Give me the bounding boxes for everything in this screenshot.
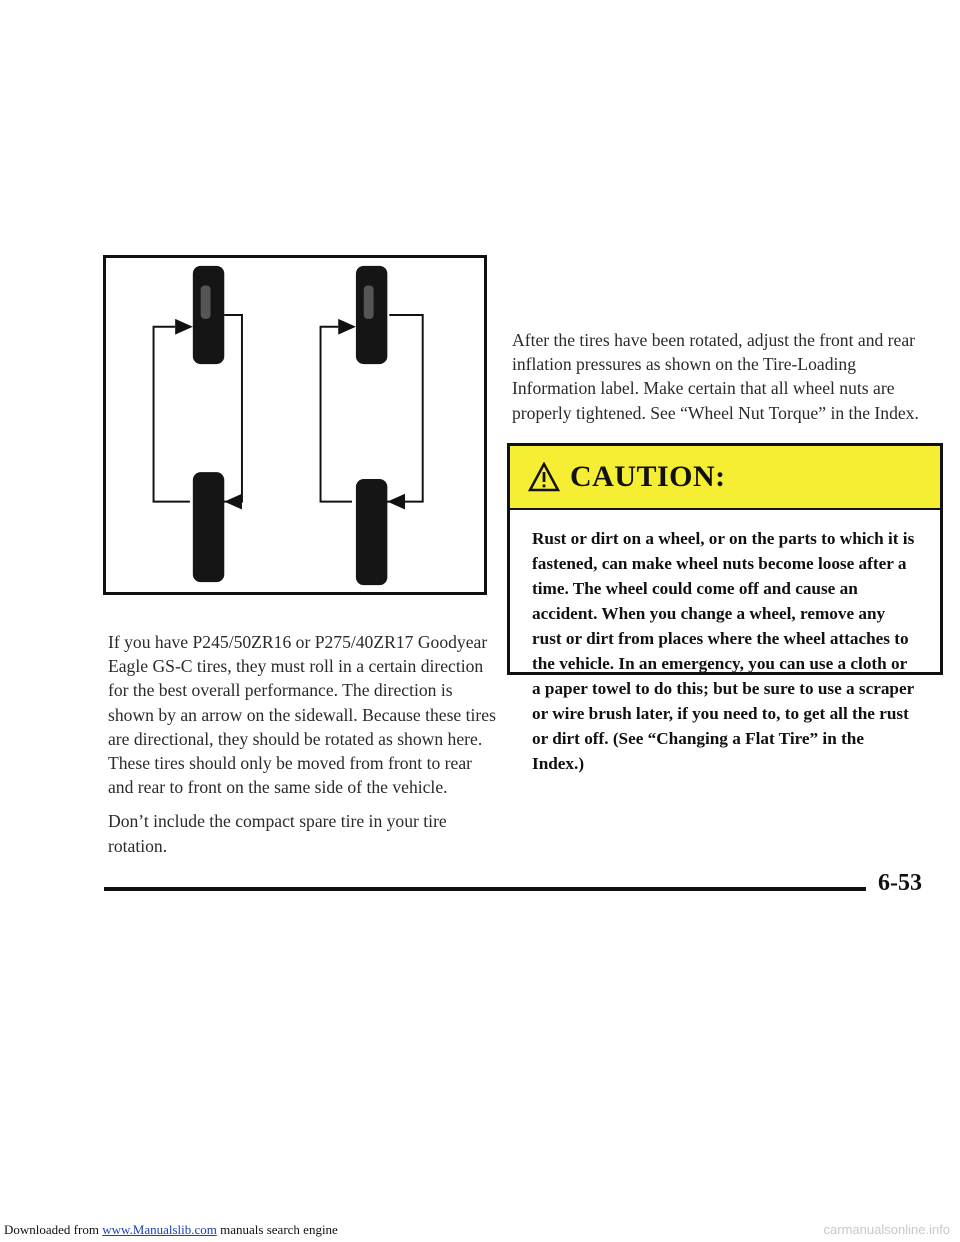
tire-rotation-illustration [106, 258, 484, 592]
tire-rotation-diagram [103, 255, 487, 595]
left-front-arrow-icon [154, 319, 193, 345]
right-front-arrow-icon [321, 319, 356, 345]
caution-header [510, 446, 940, 510]
right-rear-tire-icon [356, 479, 387, 585]
left-rear-tire-icon [193, 472, 224, 582]
directional-tires-paragraph: If you have P245/50ZR16 or P275/40ZR17 Goodyear Eagle GS-C tires, they must roll in a certain direction for the best overall performance. The direction is shown by an arrow on the sidewall. Because these tires are directional, they should be rotated as shown here. These tires should only be moved from front to rear and rear to front on the same side of the vehicle. [108, 632, 496, 798]
left-column-text [108, 630, 500, 868]
manualslib-link[interactable]: www.Manualslib.com [102, 1222, 217, 1237]
footer-prefix: Downloaded from [4, 1222, 99, 1237]
warning-triangle-icon [528, 462, 560, 492]
right-column-text [512, 328, 932, 425]
right-rear-arrow-icon [387, 494, 405, 510]
download-footer [4, 1222, 338, 1238]
inflation-paragraph: After the tires have been rotated, adjust the front and rear inflation pressures as shown on the Tire-Loading Information label. Make certain that all wheel nuts are properly tightened. See “Wheel Nut Torque” in the Index. [512, 330, 919, 423]
footer-rule [104, 887, 866, 891]
page-number: 6-53 [878, 870, 922, 896]
left-front-tire-icon [193, 266, 224, 364]
caution-box [507, 443, 943, 773]
caution-title: CAUTION: [570, 460, 726, 493]
caution-body: Rust or dirt on a wheel, or on the parts to which it is fastened, can make wheel nuts become loose after a time. The wheel could come off and cause an accident. When you change a wheel, remove any rust or dirt from places where the wheel attaches to the vehicle. In an emergency, you can use a cloth or a paper towel to do this; but be sure to use a scraper or wire brush later, if you need to, to get all the rust or dirt off. (See “Changing a Flat Tire” in the Index.) [532, 529, 915, 773]
right-front-tire-icon [356, 266, 387, 364]
watermark: carmanualsonline.info [823, 1222, 950, 1237]
spare-tire-paragraph: Don’t include the compact spare tire in your tire rotation. [108, 811, 447, 856]
footer-suffix: manuals search engine [220, 1222, 338, 1237]
left-rear-arrow-icon [224, 494, 242, 510]
